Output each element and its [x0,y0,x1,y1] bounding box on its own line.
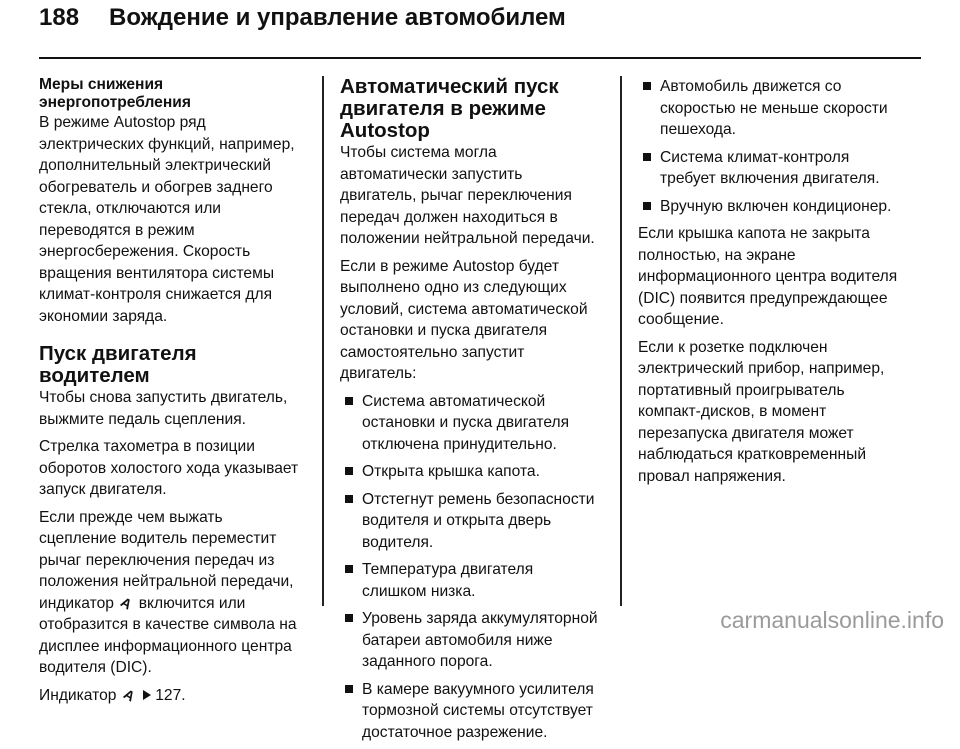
list-item: Система автоматической остановки и пуска двигателя отключена принудительно. [340,391,602,456]
paragraph: Если в режиме Autostop будет выполнено одно из следующих условий, система автоматической остановки и пуска двигателя самостоятельно запустит двигатель: [340,257,588,382]
autostop-indicator-icon: A [120,685,138,705]
autostop-indicator-icon: A [118,593,136,613]
list-item: Автомобиль движется со скоростью не меньше скорости пешехода. [638,76,900,141]
section-heading-driver-start: Пуск двигателя водителем [39,342,197,387]
paragraph: Чтобы снова запустить двигатель, выжмите педаль сцепления. [39,389,288,428]
list-item: Открыта крышка капота. [340,461,602,483]
section-heading-auto-start: Автоматический пуск двигателя в режиме Autostop [340,75,559,142]
paragraph: Если крышка капота не закрыта полностью, на экране информационного центра водителя (DIC) появится предупреждающее сообщение. [638,225,898,328]
column-divider [322,76,324,606]
paragraph: Если прежде чем выжать сцепление водитель переместит рычаг переключения передач из положения нейтральной передачи, индикатор A включится или отобразится в качестве символа на дисплее информационного центра водителя (DIC). [39,508,297,676]
list-item: Отстегнут ремень безопасности водителя и открыта дверь водителя. [340,489,602,554]
column-divider [620,76,622,606]
list-item: Уровень заряда аккумуляторной батареи автомобиля ниже заданного порога. [340,608,602,673]
page-number: 188 [39,4,80,31]
list-item: Температура двигателя слишком низка. [340,559,602,602]
paragraph: Если к розетке подключен электрический прибор, например, портативный проигрыватель компакт-дисков, в момент перезапуска двигателя может наблюдаться кратковременный провал напряжения. [638,338,885,485]
watermark: carmanualsonline.info [720,607,944,633]
list-item: В камере вакуумного усилителя тормозной системы отсутствует достаточное разрежение. [340,679,602,744]
paragraph: Чтобы система могла автоматически запустить двигатель, рычаг переключения передач должен находиться в положении нейтральной передачи. [340,144,595,247]
header-rule [39,57,921,59]
paragraph: В режиме Autostop ряд электрических функций, например, дополнительный электрический обогреватель и обогрев заднего стекла, отключаются или переводятся в режим энергосбережения. Скорость вращения вентилятора системы климат-контроля снижается для экономии заряда. [39,114,295,325]
page-header [39,4,566,44]
column-1 [39,76,301,712]
condition-list [340,391,602,744]
paragraph: Индикатор A 127. [39,685,301,707]
list-item: Система климат-контроля требует включения двигателя. [638,147,900,190]
list-item: Вручную включен кондиционер. [638,196,900,218]
section-heading-energy: Меры снижения энергопотребления [39,76,191,111]
condition-list-continued [638,76,900,217]
column-2 [340,76,602,749]
page-title: Вождение и управление автомобилем [109,4,566,31]
column-3 [638,76,900,493]
paragraph: Стрелка тахометра в позиции оборотов холостого хода указывает запуск двигателя. [39,438,299,498]
page-reference-icon [143,690,151,700]
page-reference-link[interactable]: 127. [155,686,186,704]
